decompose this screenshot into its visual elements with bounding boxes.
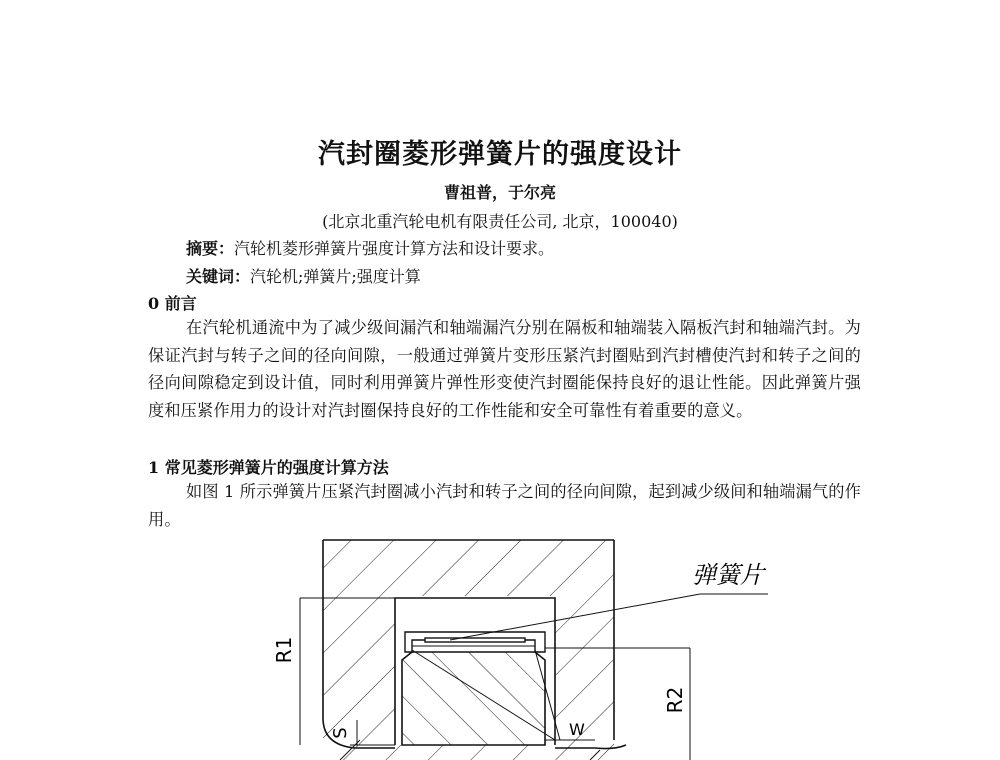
authors: 曹祖普，于尔亮 [443,183,556,202]
label-r2: R2 [663,686,687,714]
keywords-text: 汽轮机;弹簧片;强度计算 [250,267,421,286]
label-spring-plate: 弹簧片 [692,561,764,589]
abstract-text: 汽轮机菱形弹簧片强度计算方法和设计要求。 [234,239,555,258]
section-1-heading: 1 常见菱形弹簧片的强度计算方法 [148,458,389,477]
label-s: S [330,727,351,739]
affiliation: (北京北重汽轮电机有限责任公司, 北京，100040) [322,212,678,231]
label-r1: R1 [272,636,296,664]
section-0-paragraph: 在汽轮机通流中为了减少级间漏汽和轴端漏汽分别在隔板和轴端装入隔板汽封和轴端汽封。为保证汽封与转子之间的径向间隙，一般通过弹簧片变形压紧汽封圈贴到汽封槽使汽封和转子之间的径向间隙稳定到设计值，同时利用弹簧片弹性形变使汽封圈能保持良好的退让性能。因此弹簧片强度和压紧作用力的设计对汽封圈保持良好的工作性能和安全可靠性有着重要的意义。 [148,318,861,420]
section-0-heading: 0 前言 [148,294,197,313]
paper-title: 汽封圈菱形弹簧片的强度设计 [318,139,682,170]
abstract-label: 摘要： [186,239,235,258]
label-w: W [569,720,585,739]
spring-plate [425,638,525,642]
keywords-label: 关键词： [186,267,251,286]
section-1-paragraph: 如图 1 所示弹簧片压紧汽封圈减小汽封和转子之间的径向间隙，起到减少级间和轴端漏气的作用。 [148,482,861,529]
